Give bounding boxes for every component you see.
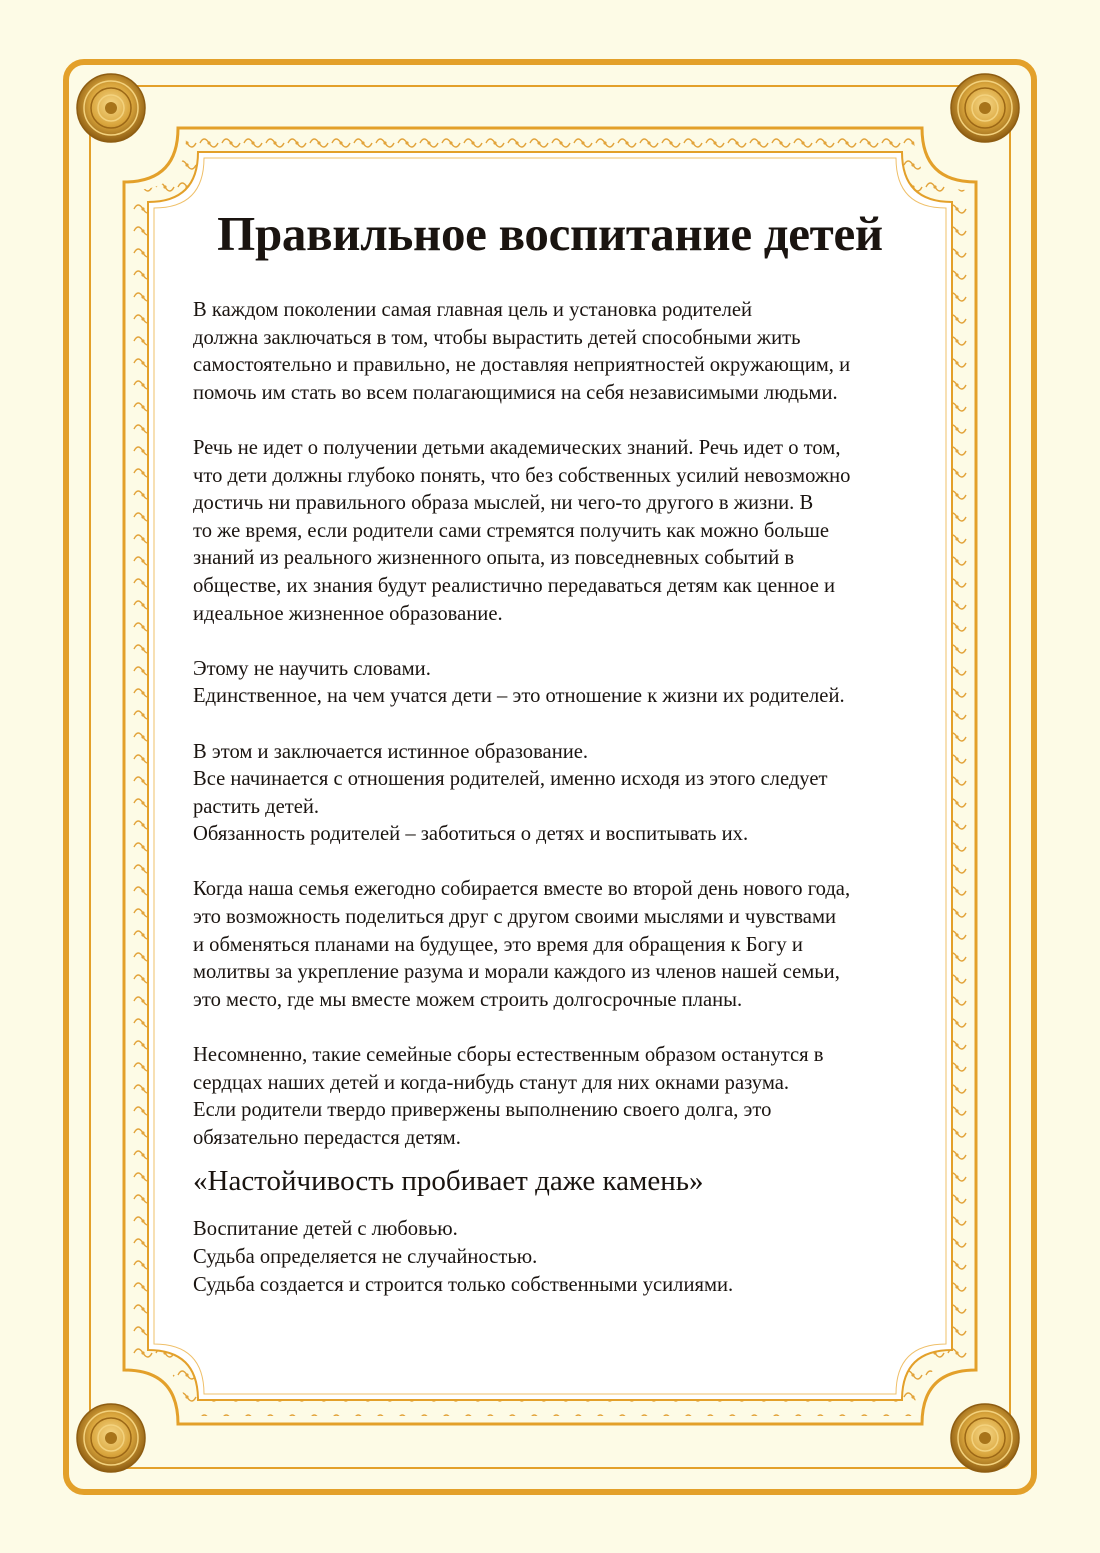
paragraph	[193, 656, 923, 711]
text-line: идеальное жизненное образование.	[193, 602, 503, 625]
document-title: Правильное воспитание детей	[217, 206, 883, 261]
corner-medallion-icon	[77, 1404, 145, 1472]
text-line: растить детей.	[193, 795, 320, 818]
paragraph	[193, 876, 923, 1014]
text-line: Когда наша семья ежегодно собирается вместе во второй день нового года,	[193, 878, 851, 901]
text-line: В каждом поколении самая главная цель и установка родителей	[193, 299, 753, 321]
text-line: Судьба создается и строится только собственными усилиями.	[193, 1273, 734, 1296]
text-line: это возможность поделиться друг с другом своими мыслями и чувствами	[193, 906, 837, 929]
text-line: достичь ни правильного образа мыслей, ни чего-то другого в жизни. В	[193, 492, 814, 515]
text-line: Несомненно, такие семейные сборы естественным образом останутся в	[193, 1044, 824, 1067]
text-line: молитвы за укрепление разума и морали каждого из членов нашей семьи,	[193, 961, 840, 984]
text-line: знаний из реального жизненного опыта, из повседневных событий в	[193, 547, 795, 570]
text-line: должна заключаться в том, чтобы вырастить детей способными жить	[193, 326, 801, 349]
paragraph	[193, 739, 923, 849]
text-line: сердцах наших детей и когда-нибудь станут для них окнами разума.	[193, 1071, 790, 1094]
corner-medallion-icon	[77, 74, 145, 142]
text-line: Обязанность родителей – заботиться о детях и воспитывать их.	[193, 823, 749, 846]
paragraph	[193, 435, 923, 628]
text-line: обществе, их знания будут реалистично передаваться детям как ценное и	[193, 574, 836, 597]
text-line: Единственное, на чем учатся дети – это отношение к жизни их родителей.	[193, 685, 845, 708]
text-line: самостоятельно и правильно, не доставляя неприятностей окружающим, и	[193, 354, 851, 377]
paragraph	[193, 297, 923, 407]
corner-medallion-icon	[951, 74, 1019, 142]
text-line: помочь им стать во всем полагающимися на себя независимыми людьми.	[193, 381, 838, 404]
text-line: это место, где мы вместе можем строить долгосрочные планы.	[193, 988, 743, 1011]
text-line: В этом и заключается истинное образование.	[193, 740, 589, 763]
text-line: Воспитание детей с любовью.	[193, 1218, 458, 1241]
text-line: и обменяться планами на будущее, это время для обращения к Богу и	[193, 933, 803, 956]
text-line: Все начинается с отношения родителей, именно исходя из этого следует	[193, 768, 828, 791]
paragraph	[193, 1042, 923, 1152]
corner-medallion-icon	[951, 1404, 1019, 1472]
quote: «Настойчивость пробивает даже камень»	[193, 1165, 704, 1198]
text-line: что дети должны глубоко понять, что без собственных усилий невозможно	[193, 464, 851, 487]
text-line: Речь не идет о получении детьми академических знаний. Речь идет о том,	[193, 436, 841, 459]
text-line: Этому не научить словами.	[193, 657, 431, 680]
text-line: то же время, если родители сами стремятся получить как можно больше	[193, 519, 829, 542]
document-body	[193, 297, 923, 1327]
text-line: Судьба определяется не случайностью.	[193, 1246, 538, 1268]
text-line: обязательно передастся детям.	[193, 1126, 461, 1149]
closing-paragraph	[193, 1216, 923, 1299]
text-line: Если родители твердо привержены выполнению своего долга, это	[193, 1099, 772, 1122]
